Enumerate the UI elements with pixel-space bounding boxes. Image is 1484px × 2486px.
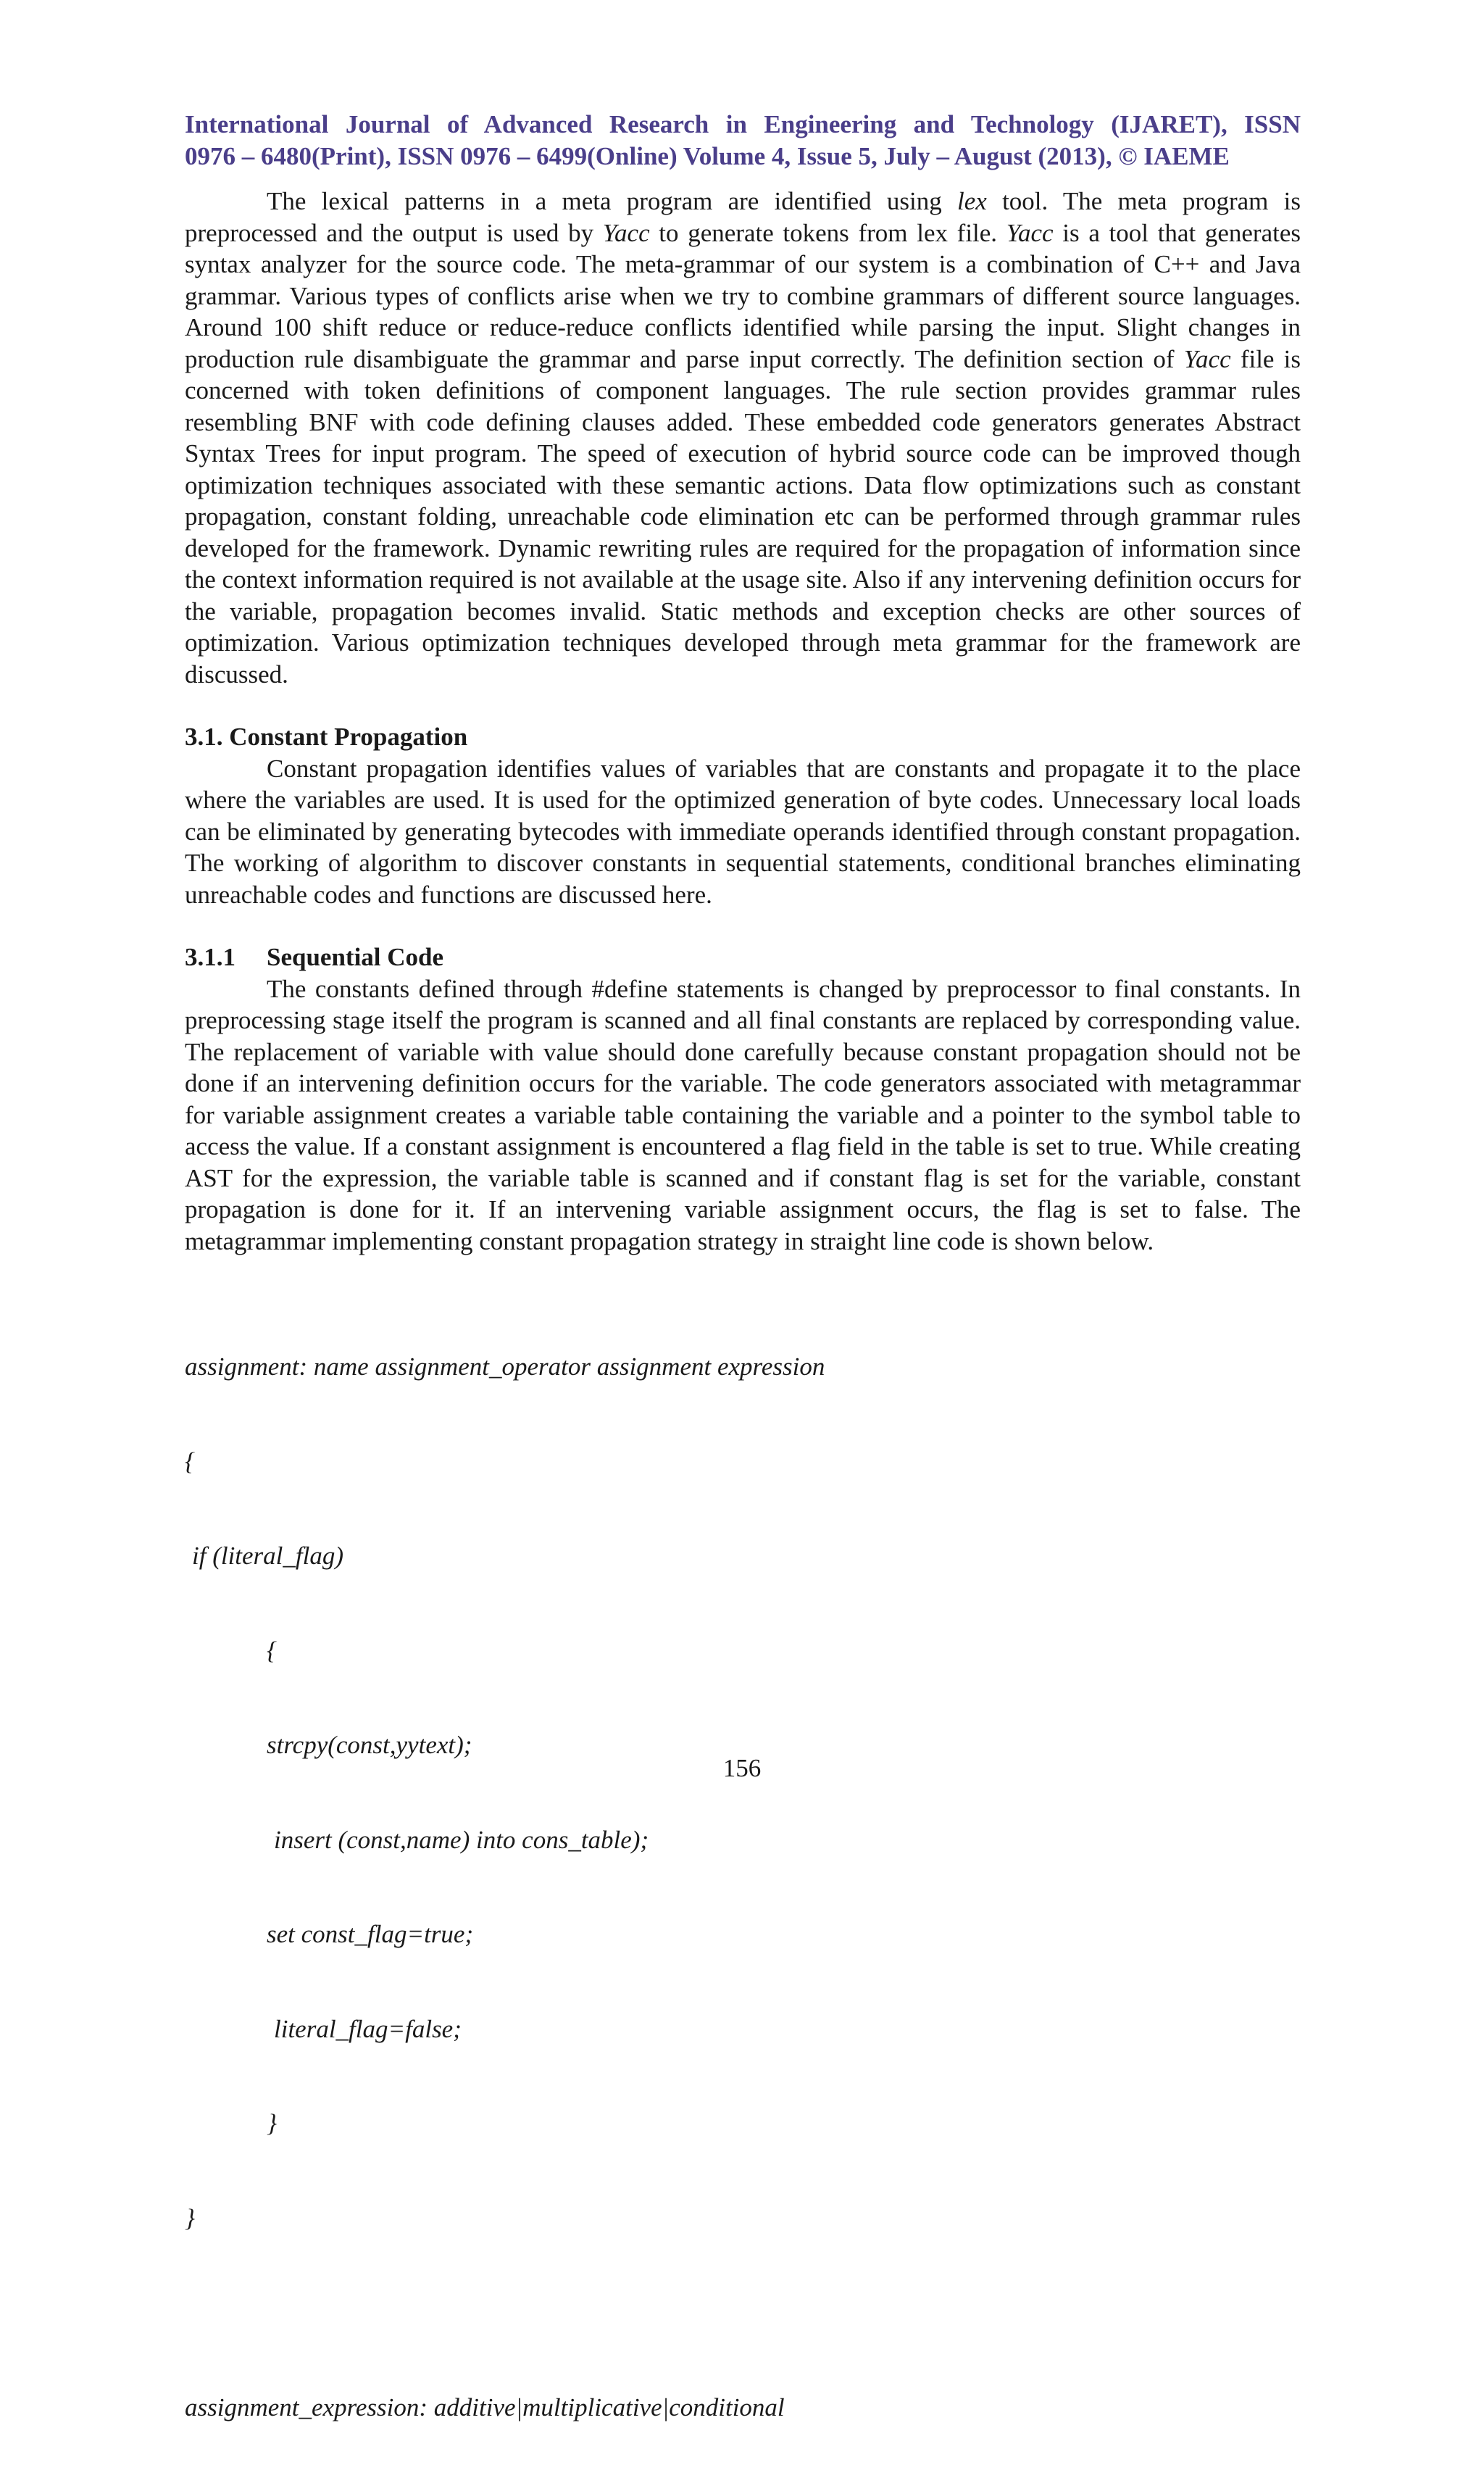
intro-text-1: The lexical patterns in a meta program are identified using [267, 187, 958, 215]
code-line-4: { [267, 1636, 277, 1665]
intro-yacc-term-2: Yacc [1006, 218, 1054, 247]
section-number: 3.1.1 [185, 943, 235, 971]
journal-header-line-2: 0976 – 6480(Print), ISSN 0976 – 6499(Online) Volume 4, Issue 5, July – August (2013), © IAEME [185, 142, 1230, 170]
section-heading-sequential-code [185, 941, 1301, 973]
journal-header-line-1: International Journal of Advanced Research in Engineering and Technology (IJARET), ISSN [185, 110, 1301, 138]
code-line-11: assignment_expression: additive|multiplicative|conditional [185, 2393, 785, 2421]
intro-text-3: to generate tokens from lex file. [649, 218, 1006, 247]
intro-yacc-term-1: Yacc [602, 218, 650, 247]
metagrammar-code-block [185, 1288, 1301, 2486]
constant-propagation-paragraph: Constant propagation identifies values of variables that are constants and propagate it to the place where the variables are used. It is used for the optimized generation of byte codes. Unnecessary local loads can be eliminated by generating bytecodes with immediate operands identified through constant propagation. The working of algorithm to discover constants in sequential statements, conditional branches eliminating unreachable codes and functions are discussed here. [185, 754, 1301, 909]
code-line-blank [185, 2297, 1301, 2329]
intro-yacc-term-3: Yacc [1183, 344, 1231, 373]
intro-paragraph [185, 186, 1301, 690]
intro-lex-term: lex [957, 187, 987, 215]
code-line-7: set const_flag=true; [267, 1920, 474, 1948]
journal-header [185, 109, 1301, 172]
page-content [185, 109, 1301, 2486]
sequential-code-paragraph: The constants defined through #define statements is changed by preprocessor to final constants. In preprocessing stage itself the program is scanned and all final constants are replaced by corresponding value. The replacement of variable with value should done carefully because constant propagation should not be done if an intervening definition occurs for the variable. The code generators associated with metagrammar for variable assignment creates a variable table containing the variable and a pointer to the symbol table to access the value. If a constant assignment is encountered a flag field in the table is set to true. While creating AST for the expression, the variable table is scanned and if constant flag is set for the variable, constant propagation is done for it. If an intervening variable assignment occurs, the flag is set to false. The metagrammar implementing constant propagation strategy in straight line code is shown below. [185, 974, 1301, 1255]
code-line-3: if (literal_flag) [192, 1542, 344, 1570]
section-title: Sequential Code [267, 943, 444, 971]
intro-text-4: is a tool that generates syntax analyzer for the source code. The meta-grammar of our system is a combination of C++ and Java grammar. Various types of conflicts arise when we try to combine grammars of different source languages. Around 100 shift reduce or reduce-reduce conflicts identified while parsing the input. Slight changes in production rule disambiguate the grammar and parse input correctly. The definition section of [185, 218, 1301, 373]
code-line-5: strcpy(const,yytext); [267, 1731, 472, 1759]
code-line-8: literal_flag=false; [274, 2014, 462, 2043]
page-number: 156 [722, 1754, 762, 1782]
code-line-6: insert (const,name) into cons_table); [274, 1825, 649, 1854]
section-heading-constant-propagation: 3.1. Constant Propagation [185, 723, 468, 751]
intro-text-5: file is concerned with token definitions of component languages. The rule section provides grammar rules resembling BNF with code defining clauses added. These embedded code generators generates Abstract Syntax Trees for input program. The speed of execution of hybrid source code can be improved though optimization techniques associated with these semantic actions. Data flow optimizations such as constant propagation, constant folding, unreachable code elimination etc can be performed through grammar rules developed for the framework. Dynamic rewriting rules are required for the propagation of information since the context information required is not available at the usage site. Also if any intervening definition occurs for the variable, propagation becomes invalid. Static methods and exception checks are other sources of optimization. Various optimization techniques developed through meta grammar for the framework are discussed. [185, 344, 1301, 689]
code-line-10: } [185, 2203, 195, 2232]
code-line-1: assignment: name assignment_operator assignment expression [185, 1352, 825, 1381]
code-line-2: { [185, 1447, 195, 1476]
code-line-9: } [267, 2109, 277, 2137]
intro-text-2: tool. The meta program is preprocessed and the output is used by [185, 187, 1301, 247]
